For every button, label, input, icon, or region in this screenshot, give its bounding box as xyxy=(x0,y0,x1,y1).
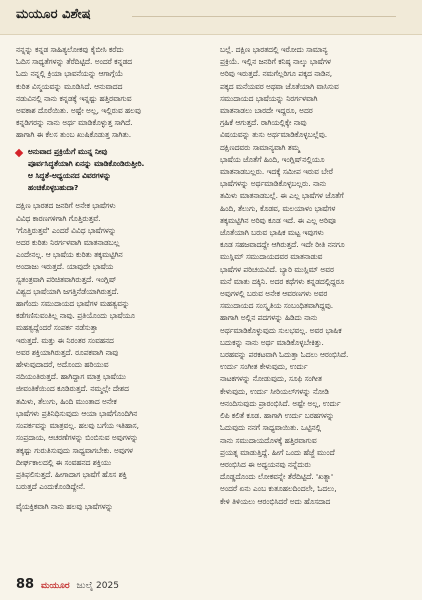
question-line: ಹಂಚಿಕೊಳ್ಳಬಹುದಾ? xyxy=(28,183,79,193)
text-line: ದೊಡ್ಡದೊಂದು ಲೋಕವನ್ನೇ ತೆರೆದಿಟ್ಟಿದೆ. 'ಖತ್ನಾ' xyxy=(220,472,334,482)
right-column xyxy=(220,44,406,508)
red-diamond-icon xyxy=(15,148,23,156)
text-line: ಆನಂದಿಸುವುದು ಪ್ರಾರಂಭಿಸಿದೆ. ಅಷ್ಟೇ ಅಲ್ಲ, ಉರ್ದು xyxy=(220,398,341,408)
text-line: ಪಕ್ಕದ ಮನೆಯವರ ಅಥವಾ ಜೊತೆಯಾಗಿ ವಾಸಿಸುವ xyxy=(220,81,339,91)
text-line: ನಡುವಿನಲ್ಲಿ ನಾನು ಕನ್ನಡಕ್ಕೆ ಇನ್ನಷ್ಟು ಹತ್ತಿರವಾಗುವ xyxy=(16,93,132,103)
text-line: ದೀರ್ಘಕಾಲದಲ್ಲಿ ಈ ಸಂವಹನದ ಶಕ್ತಿಯು xyxy=(16,457,112,467)
text-line: ಅವಕಾಶ ದೊರೆಯಿತು. ಅಷ್ಟೇ ಅಲ್ಲ, ಇಲ್ಲಿರುವ ಹಲವು xyxy=(16,106,141,116)
text-line: ತಮಿಳು ಮಾತನಾಡಬಲ್ಲೆ. ಈ ಎಲ್ಲ ಭಾಷೆಗಳ ಜೊತೆಗೆ xyxy=(220,191,344,201)
text-line: ಮುಸ್ಲಿಮ್ ಸಮುದಾಯದವರ ಮಾತನಾಡುವ xyxy=(220,252,323,262)
text-line: ಬರುತ್ತದೆ ಎಂದುಕೊಂಡಿದ್ದೇನೆ. xyxy=(16,482,86,492)
text-line: ಬರಹವನ್ನು ಪರಕಟವಾಗಿ ಓದುತ್ತಾ ಓದಲು ಆರಂಭಿಸಿದೆ. xyxy=(220,350,349,360)
issue-date: ಜುಲೈ 2025 xyxy=(76,581,119,591)
text-line: ಅಂದಾಜು ಇರುತ್ತದೆ. ಯಾವುದೇ ಭಾಷೆಯ xyxy=(16,262,114,272)
text-line: ಸಮುದಾಯದ ಸಂಸ್ಕೃತಿಯ ಸಂಬಂಧಿತವಾಗಿದ್ದವು. xyxy=(220,301,334,311)
text-line: ಮಹತ್ವದ್ದೆಂದರೆ ಸಂಪರ್ಕ ನಡೆಸುತ್ತಾ xyxy=(16,323,98,333)
left-paragraph-1 xyxy=(16,44,202,142)
text-line: ಕಡೆಗಣಿಸುವಂತಿಲ್ಲ ನಾವು. ಪ್ರತಿಯೊಂದು ಭಾಷೆಯೂ xyxy=(16,311,135,321)
text-line: ಓದು ನನ್ನಲ್ಲಿ ಕ್ರಿಯಾ ಭಾವನೆಯನ್ನು ಆಗಾಗ್ಗೆಯೆ xyxy=(16,69,123,79)
section-title: ಮಯೂರ ವಿಶೇಷ xyxy=(16,7,91,22)
text-line: ಓದುವುದು ನನಗೆ ಸಾಧ್ಯವಾಯಿತು. ಒಟ್ಟಿನಲ್ಲಿ xyxy=(220,423,322,433)
text-line: ಭಾಷೆಯ ಜೊತೆಗೆ ಹಿಂದಿ, ಇಂಗ್ಲಿಷ್‌ನಲ್ಲಿಯೂ xyxy=(220,154,325,164)
text-line: ಗ್ರಹಿಕೆ ಆಗುತ್ತದೆ. ರಾಗಿಯಲ್ಲಿಕ್ಕೇ ನಾವು xyxy=(220,118,307,128)
text-line: ಭಾಷೆಗಳ ಪರಿಚಯವಿದೆ. ಬ್ಯಾರಿ ಮುಸ್ಲಿಮ್ ಅವರ xyxy=(220,264,334,274)
text-line: ಭಾಷೆಗಳನ್ನು ಅರ್ಥಮಾಡಿಕೊಳ್ಳಬಲ್ಲರು. ನಾನು xyxy=(220,179,327,189)
text-line: ಪ್ರಯತ್ನ ಮಾಡುತ್ತಿದ್ದೆ. ಹೀಗೆ ಒಂದು ಹೆಜ್ಜೆ ಮುಂದೆ xyxy=(220,447,335,457)
text-line: ಅದರ ಕುರಿತು ನಿರರ್ಗಳವಾಗಿ ಮಾತನಾಡಬಲ್ಲ xyxy=(16,238,120,248)
text-line: ಮಾತನಾಡಲು ಬಾರದೇ ಇದ್ದರೂ, ಅದರ xyxy=(220,106,313,116)
question-line: ಪೂರ್ವಸಿದ್ಧತೆಯಾಗಿ ಏನನ್ನು ಮಾಡಿಕೊಂಡಿರುತ್ತೀರಿ. xyxy=(28,158,145,168)
question-row xyxy=(16,146,202,195)
text-line: ಅರ್ಥಮಾಡಿಕೊಳ್ಳುವುದು ಸುಲಭವಲ್ಲ. ಅವರ ಭಾಷಿಕ xyxy=(220,325,342,335)
text-line: ವಿಷಯವನ್ನು ತುಸು ಅರ್ಥಮಾಡಿಕೊಳ್ಳಬಲ್ಲೆವು. xyxy=(220,130,328,140)
text-line: ಕೇಳುವುದು, ಉರ್ದು ಸೀರಿಯಲ್‌ಗಳನ್ನು ನೋಡಿ xyxy=(220,386,329,396)
text-line: ಹಿಂದಿ, ತೆಲುಗು, ಕೊಡವ, ಮಲಯಾಳಂ ಭಾಷೆಗಳ xyxy=(220,203,336,213)
text-line: ಎಂದೇನಲ್ಲ. ಆ ಭಾಷೆಯ ಕುರಿತು ತಕ್ಕಮಟ್ಟಿಗಿನ xyxy=(16,250,123,260)
text-line: ಬದುಕನ್ನು ನಾನು ಅರ್ಥ ಮಾಡಿಕೊಳ್ಳಬೇಕಿತ್ತು. xyxy=(220,337,324,347)
text-line: ಭಾಷೆಗಳು ಪ್ರತಿನಿಧಿಸುವುದು ಆಯಾ ಭಾಷೆಗೊಂದಿಗಿನ xyxy=(16,408,138,418)
left-column xyxy=(16,44,202,514)
question-line: ಅನುವಾದ ಪ್ರಕ್ರಿಯೆಗೆ ಮುನ್ನ ನೀವು xyxy=(28,146,108,156)
interview-question xyxy=(16,146,202,195)
text-line: ಜೊತೆಯಾಗಿ ಬರುವ ಭಾಷಿಕ ಮಟ್ಟ ಇವುಗಳು xyxy=(220,228,324,238)
text-line: ಅರಿವು ಇರುತ್ತದೆ. ನಮಗೆಲ್ಲರಿಗೂ ಪಕ್ಕದ ನಾಡಿನ, xyxy=(220,69,333,79)
text-line: ಓದಿಸ ಸಾಧ್ಯತೆಗಳನ್ನು ತೆರೆದಿಟ್ಟಿದೆ. ಅಂದರೆ ಕನ್ನಡದ xyxy=(16,57,133,67)
text-line: ಪ್ರಕ್ರಿಯೆ. ಇಲ್ಲಿನ ಜನರಿಗೆ ಕನಿಷ್ಠ ನಾಲ್ಕು ಭಾಷೆಗಳ xyxy=(220,57,331,67)
text-line: ತಕ್ಕಮಟ್ಟಿಗಿನ ಅರಿವು ಕೂಡ ಇದೆ. ಈ ಎಲ್ಲ ಅರಿವೂ xyxy=(220,215,336,225)
text-line: ಉರ್ದು ಸಂಗೀತ ಕೇಳುವುದು, ಉರ್ದು xyxy=(220,362,308,372)
text-line: ಮಾತನಾಡಬಲ್ಲರು. ಇದಕ್ಕೆ ಸಮೀಪ ಇರುವ ಬೇರೆ xyxy=(220,167,333,177)
page-footer xyxy=(16,578,119,592)
text-line: ನಾಟಕಗಳನ್ನು ನೋಡುವುದು, ಸೂಫಿ ಸಂಗೀತ xyxy=(220,374,322,384)
text-line: ಜೀವಂತಿಕೆಯಿಂದ ಕೂಡಿರುತ್ತದೆ. ನಮ್ಮಲ್ಲೇ ದೇಶದ xyxy=(16,384,129,394)
text-line: ಹಾಗಾಗಿ ಅಲ್ಲಿನ ಪದಗಳನ್ನು ಹಿಡಿದು ನಾನು xyxy=(220,313,318,323)
text-line: ತಮಿಳು, ತೆಲುಗು, ಹಿಂದಿ ಮುಂತಾದ ಅನೇಕ xyxy=(16,396,117,406)
text-line: ಕೂಡ ಸಹಜವಾದದ್ದೇ ಆಗಿರುತ್ತದೆ. ಇದೇ ರೀತಿ ನನಗೂ xyxy=(220,240,345,250)
text-line: ನನ್ನನ್ನು ಕನ್ನಡ ಸಾಹಿತ್ಯಲೋಕವು ಕೈಬೀಸಿ ಕರೆದು xyxy=(16,45,124,54)
text-line: ಬಲ್ಲೆ. ದಕ್ಷಿಣ ಭಾರತದಲ್ಲಿ ಇರೋದು ಸಾಮಾನ್ಯ xyxy=(220,45,328,54)
text-line: ಅವರ ಶಕ್ತಿಯಾಗಿರುತ್ತದೆ. ರೂಪಕವಾಗಿ ನಾವು xyxy=(16,347,119,357)
text-line: ಹೇಳುವುದಾದರೆ, ಅದೊಂದು ಹರಿಯುವ xyxy=(16,360,109,370)
text-line: ಲಿಪಿ ಕಲಿತೆ ಕೂಡ. ಹಾಗಾಗಿ ಉರ್ದು ಬರಹಗಳನ್ನು xyxy=(220,411,335,421)
text-line: ವಿವಿಧ ಕಾರಣಗಳಿಗಾಗಿ ಗೊತ್ತಿರುತ್ತವೆ. xyxy=(16,213,101,223)
text-line: ಸಂಪ್ರದಾಯ, ಆಚರಣೆಗಳನ್ನು ಬಿಂಬಿಸುವ ಅವುಗಳನ್ನು xyxy=(16,433,139,443)
text-line: 'ಗೊತ್ತಿರುತ್ತವೆ' ಎಂದರೆ ವಿವಿಧ ಭಾಷೆಗಳನ್ನು xyxy=(16,225,117,235)
question-line: ಆ ಸಿದ್ಧತೆ-ಅಧ್ಯಯನದ ವಿವರಗಳನ್ನು xyxy=(28,171,111,181)
text-line: ತಕ್ಕಷ್ಟು ಗುರುತಿಸುವುದು ಸಾಧ್ಯವಾಗಬೇಕು. ಅವುಗಳ xyxy=(16,445,133,455)
text-line: ಅಂದರೆ ಏನು ಎಂಬ ಕುತೂಹಲದಿಂದಲೇ, ಓದಲು, xyxy=(220,484,337,494)
paragraph-gap xyxy=(16,493,202,501)
text-line: ಸ್ವತಂತ್ರವಾಗಿ ಪರಿಚಿತವಾಗಿರುತ್ತದೆ. ಇಂಗ್ಲಿಷ್ xyxy=(16,274,117,284)
header-divider xyxy=(132,16,396,17)
text-line: ಆರಂಭಿಸಿದ ಈ ಅಧ್ಯಯನವು ನನ್ನೆದುರು xyxy=(220,459,311,469)
question-text xyxy=(28,146,202,195)
page-number: 88 xyxy=(16,577,35,592)
text-line: ಕೇಳಿ ತಿಳಿಯಲು ಆರಂಭಿಸಿದರೆ ಅದು ಹೊಸದಾದ xyxy=(220,496,331,506)
text-line: ದಕ್ಷಿಣದವರು ಸಾಮಾನ್ಯವಾಗಿ ತಮ್ಮ xyxy=(220,142,300,152)
right-paragraph-1 xyxy=(220,44,406,508)
text-line: ಹಾಗಾಗಿ ಈ ಕೆಲಸ ತುಂಬ ಖುಷಿಕೊಡುತ್ತ ಸಾಗಿತು. xyxy=(16,130,132,140)
text-line: ಪ್ರತಿಫಲಿಸುತ್ತದೆ. ಹೀಗಾದಾಗ ಭಾಷೆಗೆ ಹೊಸ ಶಕ್ತಿ xyxy=(16,469,127,479)
text-line: ಕುರಿತ ವಿಸ್ಮಯವನ್ನು ಮೂಡಿಸಿದೆ. ಆನುವಾದದ xyxy=(16,81,123,91)
text-line: ಅವುಗಳಲ್ಲಿ ಬರುವ ಅನೇಕ ಆವರಣಗಳು ಅವರ xyxy=(220,289,328,299)
text-line: ಇರುತ್ತದೆ. ಮತ್ತು ಈ ನಿರಂತರ ಸಂವಹನದ xyxy=(16,335,114,345)
magazine-brand: ಮಯೂರ xyxy=(40,581,70,591)
text-line: ವಿಶ್ವದ ಭಾಷೆಯಾಗಿ ಜಗತ್ತಿನೆಡೆಯಾಗಿರುತ್ತದೆ. xyxy=(16,286,119,296)
text-line: ಸಂಪರ್ಕವನ್ನು ಮಾತ್ರವಲ್ಲ. ಹಲವು ಬಗೆಯ ಇತಿಹಾಸ, xyxy=(16,421,139,431)
left-paragraph-2 xyxy=(16,200,202,493)
text-line: ಹಾಗೆಂದು ಸಮುದಾಯದ ಭಾಷೆಗಳ ಮಹತ್ವವನ್ನು xyxy=(16,299,130,309)
header-bar xyxy=(0,0,422,35)
left-paragraph-3 xyxy=(16,501,202,513)
text-line: ಸಮುದಾಯದ ಭಾಷೆಯನ್ನು ನಿರರ್ಗಳವಾಗಿ xyxy=(220,93,318,103)
text-line: ನಾನು ಸಮುದಾಯದೊಳಕ್ಕೆ ಹತ್ತಿರವಾಗುವ xyxy=(220,435,317,445)
text-line: ಕನ್ನಡಿಗರನ್ನು ನಾನು ಅರ್ಥ ಮಾಡಿಕೊಳ್ಳುತ್ತ ಸಾಗಿದೆ. xyxy=(16,118,133,128)
text-line: ವೈಯಕ್ತಿಕವಾಗಿ ನಾನು ಹಲವು ಭಾಷೆಗಳನ್ನು xyxy=(16,502,114,512)
text-line: ನದಿಯಂತಿರುತ್ತದೆ. ಹಾಗಿದ್ದಾಗ ಮಾತ್ರ ಭಾಷೆಯು xyxy=(16,372,126,382)
text-line: ದಕ್ಷಿಣ ಭಾರತದ ಜನರಿಗೆ ಅನೇಕ ಭಾಷೆಗಳು xyxy=(16,201,116,211)
text-line: ಮನೆ ಮಾತು ದಕ್ಕಿನಿ. ಅದರ ಕಥೆಗಳು ಕನ್ನಡದಲ್ಲಿದ್ದರೂ xyxy=(220,276,345,286)
